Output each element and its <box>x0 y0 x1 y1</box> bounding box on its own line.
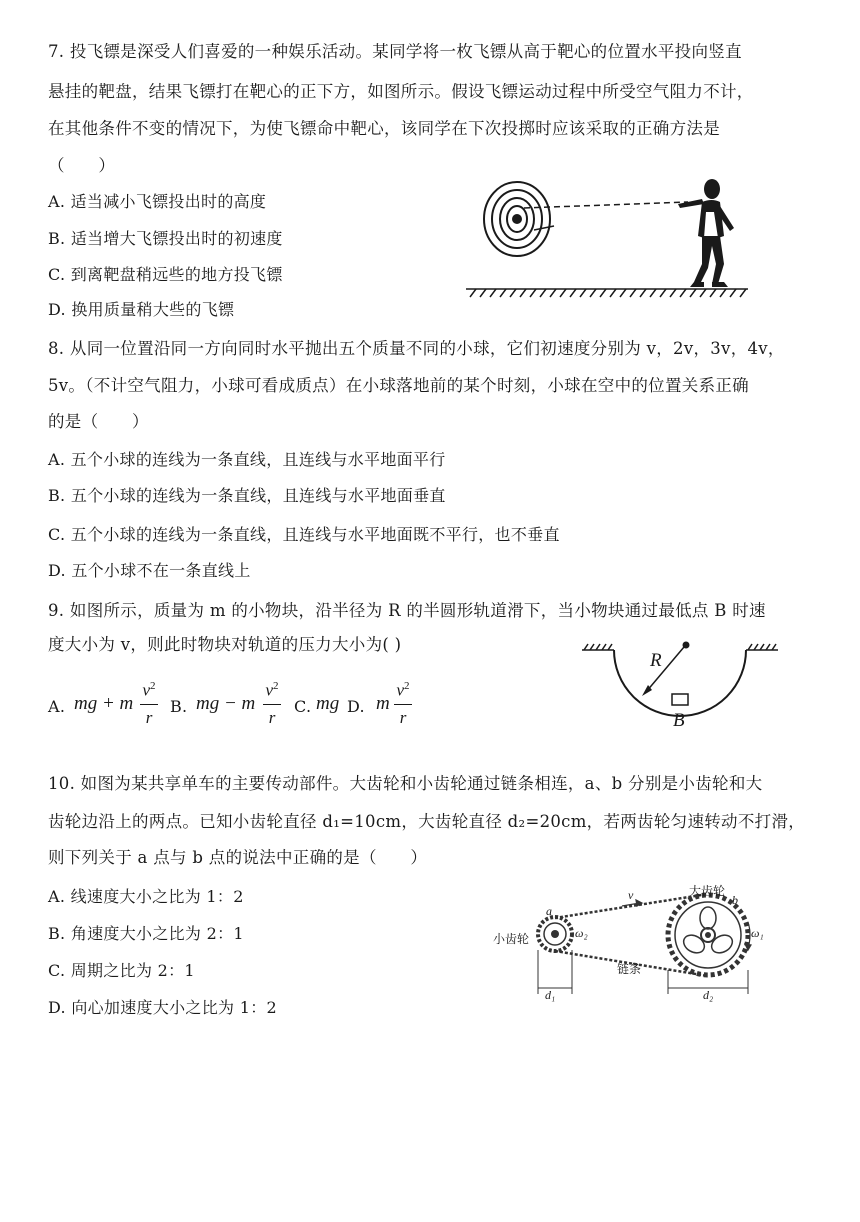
semicircle-track <box>614 650 746 716</box>
q10-stem-line-1: 10. 如图为某共享单车的主要传动部件。大齿轮和小齿轮通过链条相连，a、b 分别是小齿轮和大 <box>48 774 763 793</box>
q7-stem-line-3: 在其他条件不变的情况下，为使飞镖命中靶心，该同学在下次投掷时应该采取的正确方法是 <box>48 119 720 138</box>
q7-option-c: C. 到离靶盘稍远些的地方投飞镖 <box>48 265 283 284</box>
ground <box>466 289 748 297</box>
q7-answer-blank: （ ） <box>48 156 116 175</box>
q9-stem-line-2: 度大小为 v，则此时物块对轨道的压力大小为( ) <box>48 635 402 654</box>
track-supports <box>582 644 778 650</box>
q7-stem-line-1: 7. 投飞镖是深受人们喜爱的一种娱乐活动。某同学将一枚飞镖从高于靶心的位置水平投向竖直 <box>48 42 742 61</box>
q8-option-d: D. 五个小球不在一条直线上 <box>48 561 251 580</box>
q9-option-a-denominator: r <box>145 708 153 727</box>
radius-label: R <box>650 650 662 671</box>
q9-option-b-numerator: $v^2$ <box>265 680 279 700</box>
thrower-silhouette <box>678 179 734 287</box>
v-label: v <box>628 888 634 902</box>
d1-label: d₁ <box>545 988 556 1002</box>
q9-option-c-label: C. <box>294 697 312 716</box>
q9-option-d-formula: m <box>376 693 390 714</box>
q7-option-d: D. 换用质量稍大些的飞镖 <box>48 300 235 319</box>
q7-stem-line-2: 悬挂的靶盘，结果飞镖打在靶心的正下方，如图所示。假设飞镖运动过程中所受空气阻力不计， <box>48 82 754 101</box>
omega1-label: ω₁ <box>751 926 764 940</box>
q10-option-a: A. 线速度大小之比为 1：2 <box>48 887 244 906</box>
q9-option-a-formula: mg + m <box>74 693 134 714</box>
q10-stem-line-3: 则下列关于 a 点与 b 点的说法中正确的是（ ） <box>48 848 428 867</box>
q8-option-c: C. 五个小球的连线为一条直线，且连线与水平地面既不平行，也不垂直 <box>48 525 560 544</box>
q7-option-a: A. 适当减小飞镖投出时的高度 <box>48 192 267 211</box>
block <box>672 694 688 705</box>
fraction-bar <box>394 704 412 705</box>
fraction-bar <box>263 704 281 705</box>
q9-stem-line-1: 9. 如图所示，质量为 m 的小物块，沿半径为 R 的半圆形轨道滑下，当小物块通过最低点 B 时速 <box>48 601 766 620</box>
q9-option-d-label: D. <box>347 697 365 716</box>
small-gear <box>538 917 572 951</box>
q9-option-d-numerator: $v^2$ <box>396 680 410 700</box>
dimension-lines <box>538 950 748 994</box>
q8-stem-line-3: 的是（ ） <box>48 412 149 431</box>
q9-option-b-formula: mg − m <box>196 693 256 714</box>
q10-stem-line-2: 齿轮边沿上的两点。已知小齿轮直径 d₁=10cm，大齿轮直径 d₂=20cm，若两齿轮匀速转动不打滑， <box>48 812 806 831</box>
q10-option-b: B. 角速度大小之比为 2：1 <box>48 924 244 943</box>
q9-option-c-formula: mg <box>316 693 340 714</box>
q9-option-b-denominator: r <box>268 708 276 727</box>
q10-option-c: C. 周期之比为 2：1 <box>48 961 195 980</box>
big-gear-label: 大齿轮 <box>689 884 726 898</box>
fraction-bar <box>140 704 158 705</box>
q8-stem-line-1: 8. 从同一位置沿同一方向同时水平抛出五个质量不同的小球，它们初速度分别为 v，2v，3v，4v， <box>48 339 785 358</box>
q8-option-a: A. 五个小球的连线为一条直线，且连线与水平地面平行 <box>48 450 446 469</box>
point-b-label: b <box>732 893 738 907</box>
q9-option-b-label: B. <box>170 697 188 716</box>
q8-option-b: B. 五个小球的连线为一条直线，且连线与水平地面垂直 <box>48 486 446 505</box>
point-b-label: B <box>673 710 685 731</box>
q9-option-d-denominator: r <box>399 708 407 727</box>
bullseye <box>512 214 522 224</box>
q8-stem-line-2: 5v。（不计空气阻力，小球可看成质点）在小球落地前的某个时刻，小球在空中的位置关系正确 <box>48 376 749 395</box>
point-a-label: a <box>546 904 552 918</box>
q9-option-a-label: A. <box>48 697 66 716</box>
omega2-label: ω₂ <box>575 926 588 940</box>
q7-option-b: B. 适当增大飞镖投出时的初速度 <box>48 229 283 248</box>
small-gear-label: 小齿轮 <box>493 932 530 946</box>
q9-option-a-numerator: $v^2$ <box>142 680 156 700</box>
d2-label: d₂ <box>703 988 714 1002</box>
chain-label: 链条 <box>617 962 642 976</box>
dart-target-figure <box>462 172 752 300</box>
q10-option-d: D. 向心加速度大小之比为 1：2 <box>48 998 277 1017</box>
